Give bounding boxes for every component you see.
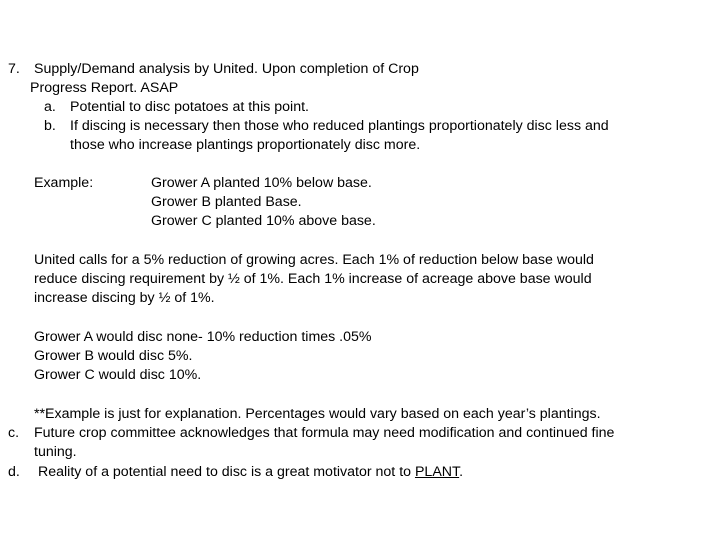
item-c-text-line-2: tuning. bbox=[34, 444, 77, 460]
item-a-marker: a. bbox=[44, 99, 56, 115]
item-7-number: 7. bbox=[8, 61, 20, 77]
example-line-3: Grower C planted 10% above base. bbox=[151, 213, 376, 229]
grower-line-1: Grower A would disc none- 10% reduction times .05% bbox=[34, 329, 372, 345]
item-b-text-line-2: those who increase plantings proportionately disc more. bbox=[70, 137, 421, 153]
united-paragraph-line-1: United calls for a 5% reduction of growing acres. Each 1% of reduction below base would bbox=[34, 252, 594, 268]
item-b-marker: b. bbox=[44, 118, 56, 134]
item-d-text-before: Reality of a potential need to disc is a great motivator not to bbox=[38, 464, 415, 480]
example-note: **Example is just for explanation. Percentages would vary based on each year’s plantings. bbox=[34, 406, 601, 422]
item-b-text-line-1: If discing is necessary then those who reduced plantings proportionately disc less and bbox=[70, 118, 609, 134]
item-d-underlined-word: PLANT bbox=[414, 464, 460, 480]
example-line-2: Grower B planted Base. bbox=[151, 194, 302, 210]
example-label: Example: bbox=[34, 175, 94, 191]
item-d-marker: d. bbox=[8, 464, 20, 480]
item-c-marker: c. bbox=[8, 425, 20, 441]
united-paragraph-line-3: increase discing by ½ of 1%. bbox=[34, 290, 215, 306]
item-d-text-after: . bbox=[459, 464, 464, 480]
item-7-title-line-2: Progress Report. ASAP bbox=[30, 80, 179, 96]
item-a-text: Potential to disc potatoes at this point. bbox=[70, 99, 309, 115]
item-7-title-line-1: Supply/Demand analysis by United. Upon completion of Crop bbox=[34, 61, 419, 77]
united-paragraph-line-2: reduce discing requirement by ½ of 1%. Each 1% increase of acreage above base would bbox=[34, 271, 592, 287]
grower-line-3: Grower C would disc 10%. bbox=[34, 367, 202, 383]
grower-line-2: Grower B would disc 5%. bbox=[34, 348, 193, 364]
item-c-text-line-1: Future crop committee acknowledges that formula may need modification and continued fine bbox=[34, 425, 615, 441]
item-d-text bbox=[38, 463, 463, 482]
example-line-1: Grower A planted 10% below base. bbox=[151, 175, 372, 191]
